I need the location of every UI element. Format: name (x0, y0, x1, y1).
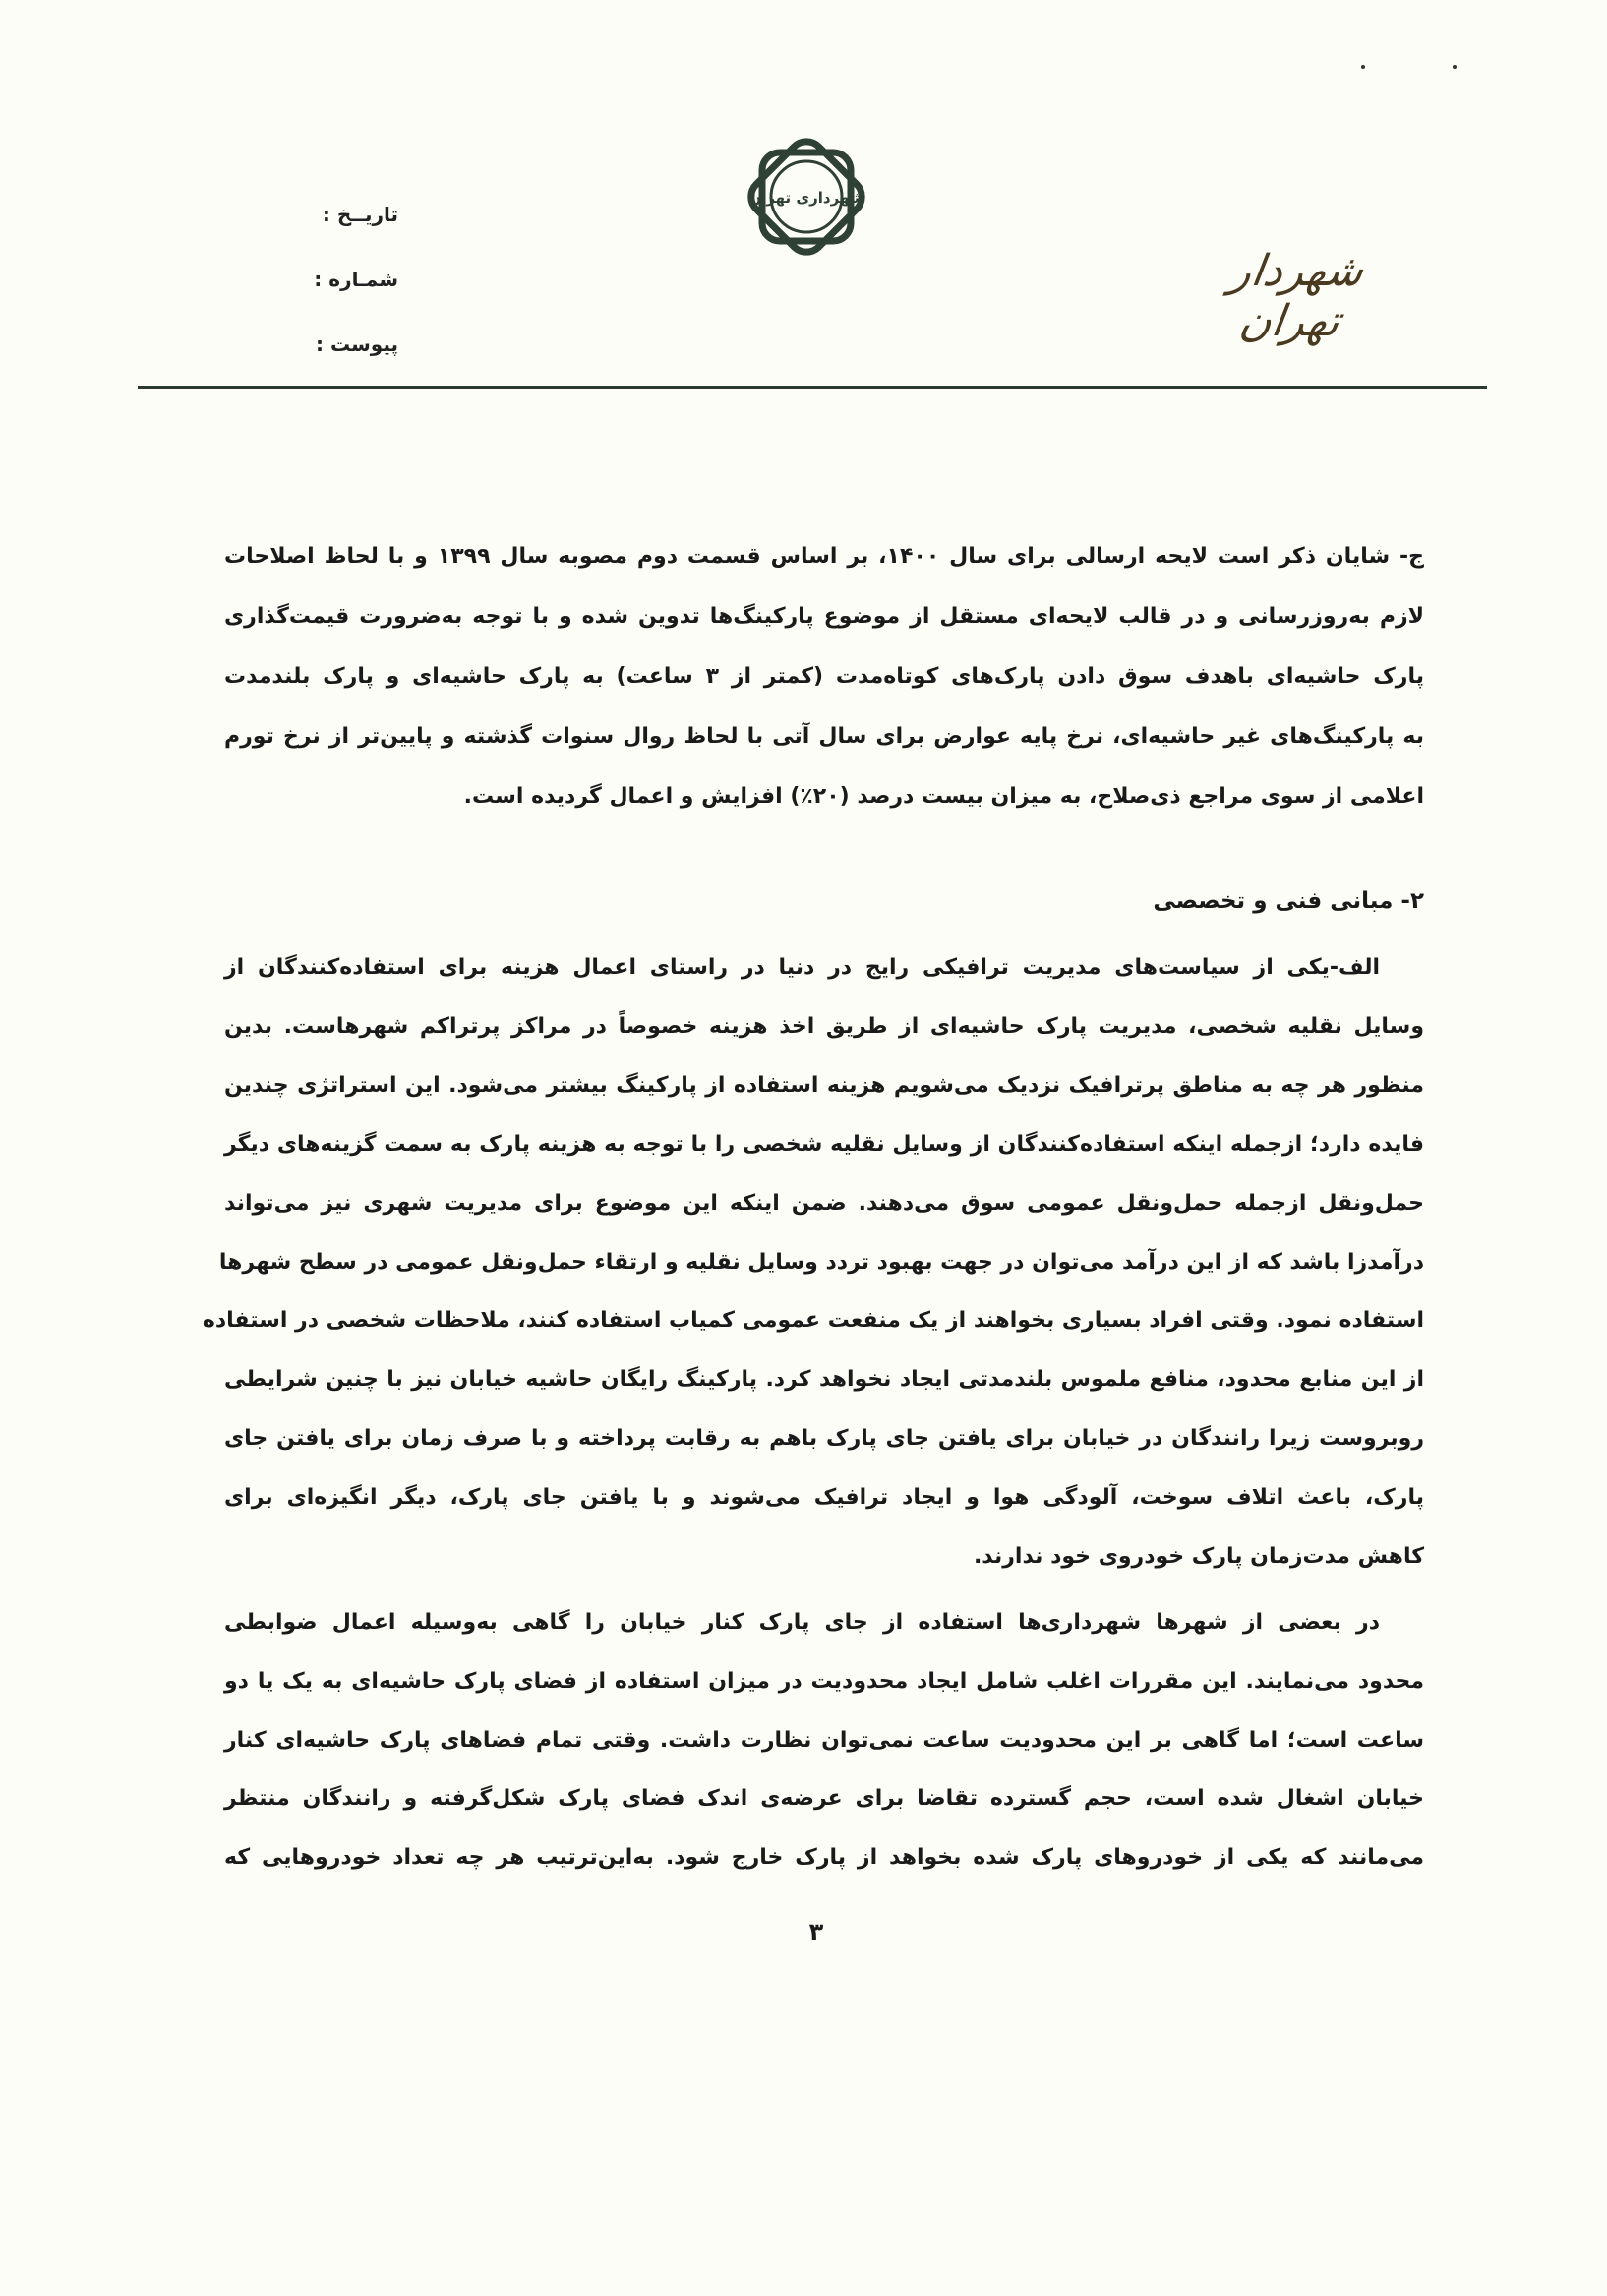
paragraph-line: خیابان اشغال شده است، حجم گسترده تقاضا برای عرضه‌ی اندک فضای پارک شکل‌گرفته و رانندگان منتظر (224, 1786, 1424, 1812)
paragraph-line: محدود می‌نمایند. این مقررات اغلب شامل ایجاد محدودیت در میزان استفاده از فضای پارک حاشیه‌ای به یک یا دو (224, 1668, 1424, 1694)
scan-dot (1453, 65, 1457, 69)
paragraph-line: روبروست زیرا رانندگان در خیابان برای یافتن جای پارک باهم به رقابت پرداخته و با صرف زمان برای یافتن جای (224, 1426, 1424, 1452)
paragraph-line: پارک، باعث اتلاف سوخت، آلودگی هوا و ایجاد ترافیک می‌شوند و با یافتن جای پارک، دیگر انگیزه‌ای برای (224, 1485, 1424, 1511)
paragraph-line: در بعضی از شهرها شهرداری‌ها استفاده از جای پارک کنار خیابان را گاهی به‌وسیله اعمال ضوابطی (224, 1610, 1380, 1635)
paragraph-line: ج- شایان ذکر است لایحه ارسالی برای سال ۱۴۰۰، بر اساس قسمت دوم مصوبه سال ۱۳۹۹ و با لحاظ اصلاحات (224, 544, 1424, 569)
mayor-calligraphy-title: شهردار تهران (1226, 246, 1367, 346)
paragraph-line: به پارکینگ‌های غیر حاشیه‌ای، نرخ پایه عوارض برای سال آتی با لحاظ روال سنوات گذشته و پایین‌تر از نرخ تورم (224, 724, 1424, 749)
page-number: ۳ (808, 1918, 824, 1946)
section-heading: ۲- مبانی فنی و تخصصی (1153, 888, 1424, 914)
paragraph-line: حمل‌ونقل ازجمله حمل‌ونقل عمومی سوق می‌دهند. ضمن اینکه این موضوع برای مدیریت شهری نیز می‌تواند (224, 1190, 1424, 1216)
tehran-municipality-logo (728, 118, 885, 275)
paragraph-line (224, 951, 1424, 985)
paragraph-line: منظور هر چه به مناطق پرترافیک نزدیک می‌شویم هزینه استفاده از پارکینگ بیشتر می‌شود. این استراتژی چندین (224, 1072, 1424, 1098)
paragraph-line: از این منابع محدود، منافع ملموس بلندمدتی ایجاد نخواهد کرد. پارکینگ رایگان حاشیه خیابان نیز با چنین شرایطی (224, 1367, 1424, 1393)
paragraph-line: فایده دارد؛ ازجمله اینکه استفاده‌کنندگان از وسایل نقلیه شخصی را با توجه به هزینه پارک به سمت گزینه‌های دیگر (224, 1131, 1424, 1157)
item-marker: الف- (1329, 955, 1380, 980)
paragraph-line: ساعت است؛ اما گاهی بر این محدودیت ساعت نمی‌توان نظارت داشت. وقتی تمام فضاهای پارک حاشیه‌ای کنار (224, 1727, 1424, 1753)
paragraph-line: درآمدزا باشد که از این درآمد می‌توان در جهت بهبود تردد وسایل نقلیه و ارتقاء حمل‌ونقل عمومی در سطح شهرها (218, 1249, 1424, 1275)
paragraph-line: اعلامی از سوی مراجع ذی‌صلاح، به میزان بیست درصد (۲۰٪) افزایش و اعمال گردیده است. (463, 784, 1424, 809)
paragraph-line: می‌مانند که یکی از خودروهای پارک شده بخواهد از پارک خارج شود. به‌این‌ترتیب هر چه تعداد خودروهایی که (224, 1845, 1424, 1871)
scan-dot (1361, 65, 1365, 69)
header-divider (138, 386, 1487, 389)
paragraph-line: لازم به‌روزرسانی و در قالب لایحه‌ای مستقل از موضوع پارکینگ‌ها تدوین شده و با توجه به‌ضرورت قیمت‌گذاری (224, 604, 1424, 629)
paragraph-line: کاهش مدت‌زمان پارک خودروی خود ندارند. (973, 1544, 1424, 1569)
date-label: تاریــخ : (322, 203, 398, 226)
attachment-label: پیوست : (315, 332, 398, 356)
line-text: یکی از سیاست‌های مدیریت ترافیکی رایج در دنیا در راستای اعمال هزینه برای استفاده‌کنندگان از (224, 955, 1330, 980)
paragraph-line: پارک حاشیه‌ای باهدف سوق دادن پارک‌های کوتاه‌مدت (کمتر از ۳ ساعت) به پارک حاشیه‌ای و پارک بلندمدت (224, 664, 1424, 689)
paragraph-line: استفاده نمود. وقتی افراد بسیاری بخواهند از یک منفعت عمومی کمیاب استفاده کنند، ملاحظات شخصی در استفاده (202, 1308, 1424, 1334)
number-label: شمـاره : (314, 268, 398, 291)
paragraph-line: وسایل نقلیه شخصی، مدیریت پارک حاشیه‌ای از طریق اخذ هزینه خصوصاً در مراکز پرتراکم شهرهاست. بدین (224, 1013, 1424, 1039)
logo-text: شهرداری تهران (748, 189, 864, 207)
